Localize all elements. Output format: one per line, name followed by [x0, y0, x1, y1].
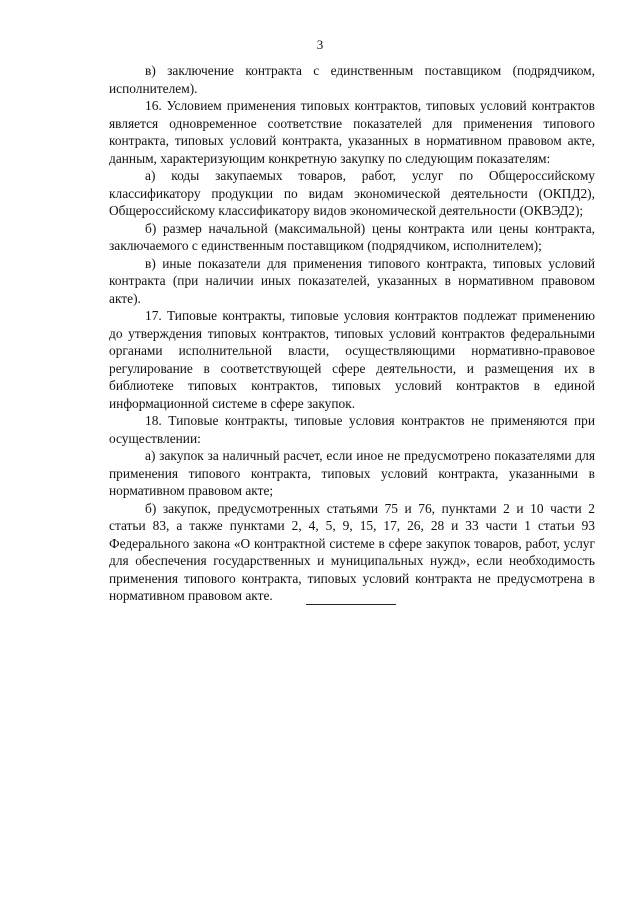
end-divider-line	[306, 604, 396, 605]
paragraph-16-item-b-price: б) размер начальной (максимальной) цены контракта или цены контракта, заключаемого с единственным поставщиком (подрядчиком, исполнителем);	[109, 220, 595, 253]
paragraph-16-item-v-other: в) иные показатели для применения типового контракта, типовых условий контракта (при наличии иных показателей, указанных в нормативном правовом акте).	[109, 255, 595, 306]
page-number: 3	[316, 37, 324, 52]
paragraph-18-exceptions: 18. Типовые контракты, типовые условия контрактов не применяются при осуществлении:	[109, 413, 595, 446]
document-body	[109, 62, 595, 605]
paragraph-17-application: 17. Типовые контракты, типовые условия контрактов подлежат применению до утверждения типовых контрактов, типовых условий контрактов федеральными органами исполнительной власти, осуществляющими нормативно-правовое регулирование в соответствующей сфере деятельности, и размещения их в библиотеке типовых контрактов, типовых условий контрактов в единой информационной системе в сфере закупок.	[109, 308, 595, 411]
paragraph-18-item-a-cash: а) закупок за наличный расчет, если иное не предусмотрено показателями для применения типового контракта, типовых условий контракта, указанными в нормативном правовом акте;	[109, 448, 595, 498]
paragraph-16-item-a-codes: а) коды закупаемых товаров, работ, услуг по Общероссийскому классификатору продукции по видам экономической деятельности (ОКПД2), Общероссийскому классификатору видов экономической деятельности (ОКВЭД2);	[109, 168, 595, 218]
paragraph-item-v-sole-supplier: в) заключение контракта с единственным поставщиком (подрядчиком, исполнителем).	[109, 63, 595, 96]
paragraph-16-conditions: 16. Условием применения типовых контрактов, типовых условий контрактов является одновременное соответствие показателей для применения типового контракта, типовых условий контракта, указанных в нормативном правовом акте, данным, характеризующим конкретную закупку по следующим показателям:	[109, 98, 595, 166]
paragraph-18-item-b-articles: б) закупок, предусмотренных статьями 75 и 76, пунктами 2 и 10 части 2 статьи 83, а также пунктами 2, 4, 5, 9, 15, 17, 26, 28 и 33 части 1 статьи 93 Федерального закона «О контрактной системе в сфере закупок товаров, работ, услуг для обеспечения государственных и муниципальных нужд», если необходимость применения типового контракта, типовых условий контракта не предусмотрена в нормативном правовом акте.	[109, 500, 595, 603]
